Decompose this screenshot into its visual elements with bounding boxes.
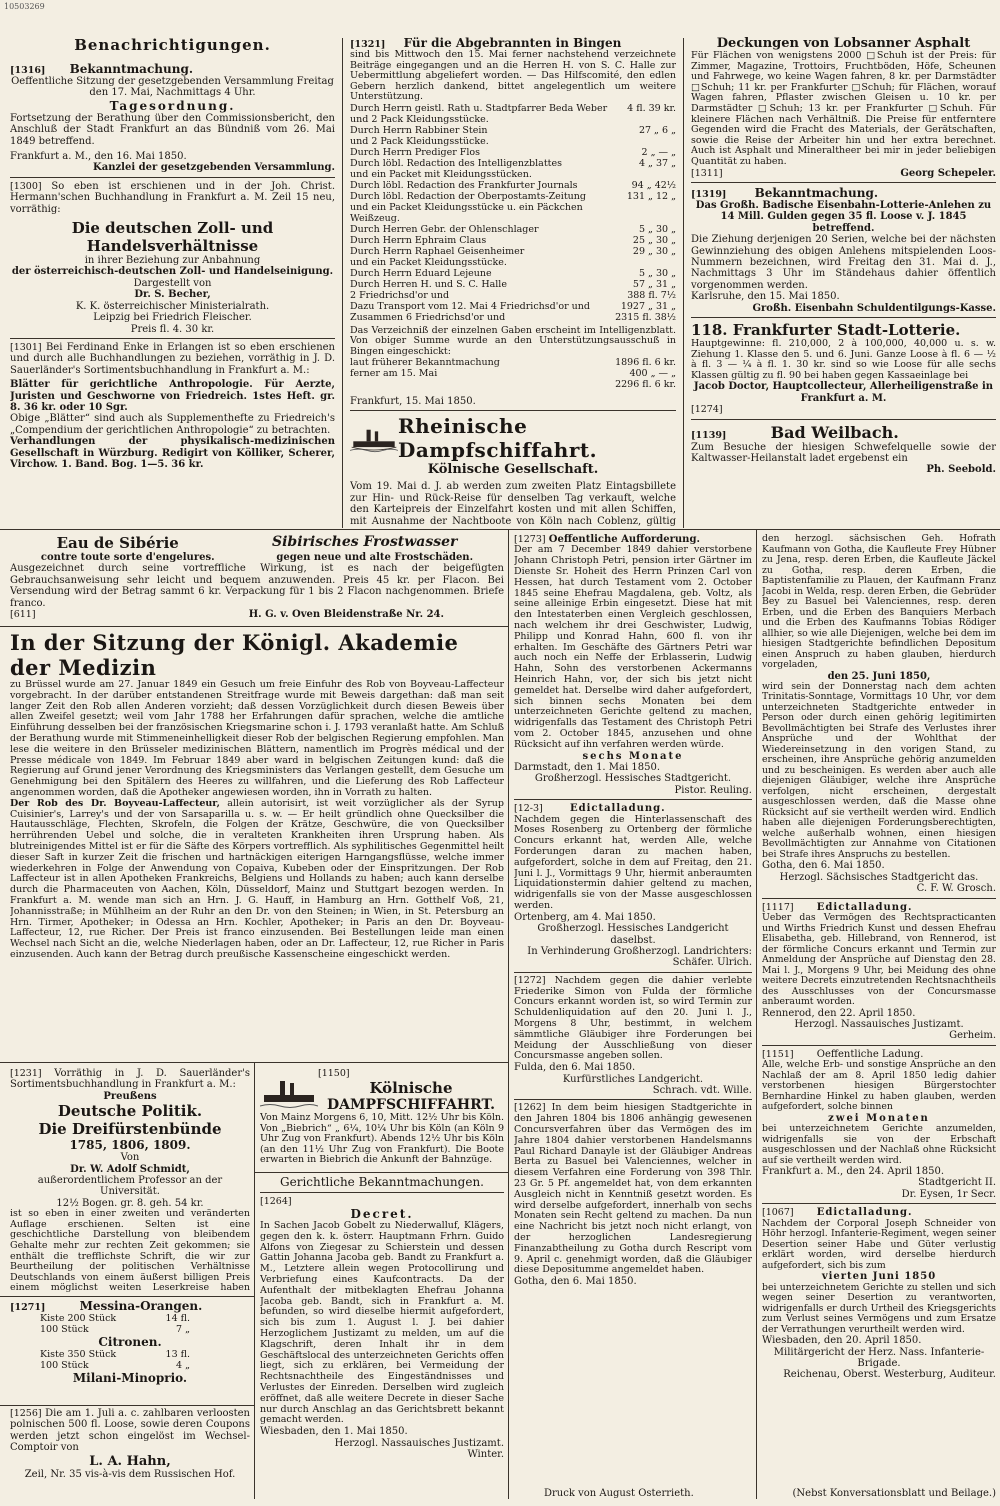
row-label: und ein Packet Kleidungsstücke u. ein Päckchen Weißzeug. [350, 201, 583, 224]
notice-subtitle: Tagesordnung. [109, 98, 236, 113]
row-value: 2315 fl. 38½ [615, 311, 676, 323]
row-label: und ein Packet Kleidungsstücke. [350, 256, 507, 268]
notice-date: Rennerod, den 22. April 1850. [762, 1007, 916, 1019]
notice-date: Ortenberg, am 4. Mai 1850. [514, 911, 656, 923]
notice-body: Nachdem gegen die Hinterlassenschaft des Moses Rosenberg zu Ortenberg der förmliche Concurs erkannt hat, werden Alle, welche Forderungen daran zu machen haben, aufgefordert, solche in dem auf Freitag, den 21. Juni l. J., Vormittags 9 Uhr, hiermit anberaumten Liquidationstermin dahier geltend zu machen, widrigenfalls sie von der Masse ausgeschlossen werden. [514, 813, 752, 911]
column-rule [508, 529, 509, 1499]
notice-title: Oeffentliche Aufforderung. [548, 534, 700, 545]
notice-signature: Militärgericht der Herz. Nass. Infanterie-Brigade. [773, 1346, 985, 1369]
steamship-icon [260, 1073, 318, 1109]
row-label: und 2 Pack Kleidungsstücke. [350, 135, 489, 147]
divider [10, 338, 335, 339]
row-label: Durch Herrn Eduard Lejeune [350, 267, 492, 279]
price-row [40, 1324, 190, 1335]
book-line: Von [120, 1152, 140, 1164]
ad-subtitle: contre toute sorte d'engelures. [40, 552, 215, 563]
price-row [40, 1313, 190, 1324]
notice-1253 [514, 803, 752, 969]
notice-names: Dr. Eysen, 1r Secr. [901, 1188, 996, 1200]
ad-body: Ausgezeichnet durch seine vortreffliche Wirkung, ist es nach der beigefügten Gebrauchsanweisung sehr leicht und bequem anzuwenden. Preis 45 kr. per Flacon. Bei Versendung wird der Betrag sammt 6 kr. Verpackung für 1 bis 2 Flacon nachgenommen. Briefe franco. [10, 563, 504, 609]
book-author: Dr. W. Adolf Schmidt, [70, 1163, 190, 1175]
notice-body-2: bei unterzeichnetem Gerichte zu stellen und sich wegen seiner Desertion zu verantworten, widrigenfalls er durch Urtheil des Kriegsgerichts zum Verlust seines Vermögens und zum Ersatze der Verrathungen verurtheilt werden wird. [762, 1281, 996, 1335]
notice-number: [1231] [10, 1068, 42, 1079]
notice-note: Das Verzeichniß der einzelnen Gaben erscheint im Intelligenzblatt. Von obiger Summe wurde an den Unterstützungsausschuß in Bingen eingeschickt: [350, 324, 676, 357]
row-label: und ein Packet mit Kleidungsstücken. [350, 168, 532, 180]
book-years: 1785, 1806, 1809. [69, 1138, 191, 1153]
notice-period: sechs Monate [582, 750, 684, 762]
row-value: 2 „ — „ [641, 146, 676, 158]
price-row [40, 1360, 190, 1371]
donation-row [350, 312, 676, 323]
donation-row [350, 114, 676, 125]
column-rule [756, 529, 757, 1499]
divider [762, 898, 996, 899]
row-value: 388 fl. 7½ [627, 289, 676, 301]
notice-1301 [10, 342, 335, 470]
notice-signature: Großherzogl. Hessisches Stadtgericht. [534, 773, 732, 785]
divider [691, 317, 996, 318]
row-value: 14 fl. [165, 1313, 190, 1324]
row-label: Durch Herrn Ephraim Claus [350, 234, 487, 246]
donation-row [350, 301, 676, 312]
notice-number: [1151] [762, 1048, 794, 1060]
ad-body: Zum Besuche der hiesigen Schwefelquelle sowie der Kaltwasser-Heilanstalt ladet ergebenst ein [691, 441, 996, 464]
row-value: 94 „ 42½ [631, 179, 676, 191]
notice-signature: Großh. Eisenbahn Schuldentilgungs-Kasse. [752, 302, 996, 314]
row-label: Durch Herren H. und S. C. Halle [350, 278, 507, 290]
notice-signature: Großherzogl. Hessisches Landgericht daselbst. [537, 923, 729, 946]
notice-body: Fortsetzung der Berathung über den Commissionsbericht, den Anschluß der Stadt Frankfurt an das Bündniß vom 26. Mai 1849 betreffend. [10, 112, 335, 147]
notice-body-2: bei unterzeichnetem Gerichte anzumelden, widrigenfalls sie von der Erbschaft ausgeschlossen und der Nachlaß ohne Rücksicht auf sie vertheilt werden wird. [762, 1123, 996, 1166]
notice-signature: Kurfürstliches Landgericht. [562, 1073, 704, 1085]
corner-id: 10503269 [4, 2, 45, 11]
row-label: Zusammen 6 Friedrichsd'or und [350, 311, 506, 323]
row-value: 4 fl. 39 kr. [627, 102, 676, 114]
book-entry: Blätter für gerichtliche Anthropologie. Für Aerzte, Juristen und Geschworne von Friedreich. 1stes Heft. gr. 8. 36 kr. oder 10 Sgr. [10, 379, 335, 413]
book-line: K. K. österreichischer Ministerialrath. [75, 300, 270, 312]
donation-row [350, 290, 676, 301]
row-value: 57 „ 31 „ [632, 278, 676, 290]
notice-title: Für die Abgebrannten in Bingen [403, 36, 622, 50]
court-notices [260, 1175, 504, 1497]
notice-date: Darmstadt, den 1. Mai 1850. [514, 761, 660, 773]
column-rule [683, 38, 684, 528]
ad-signature: L. A. Hahn, [89, 1453, 171, 1469]
notice-1262 [514, 1103, 752, 1287]
book-publisher: Leipzig bei Friedrich Fleischer. [93, 312, 252, 324]
book-price: 12½ Bogen. gr. 8. geh. 54 kr. [56, 1197, 204, 1209]
donation-row [350, 224, 676, 235]
notice-number: [1273] [514, 534, 546, 545]
divider [10, 177, 335, 178]
notice-names: Schrach. vdt. Wille. [652, 1084, 752, 1096]
divider [350, 410, 676, 411]
notice-name: Winter. [467, 1448, 504, 1460]
preussens-ad [10, 1068, 250, 1292]
notice-title: Bekanntmachung. [69, 62, 194, 76]
notice-title: Decret. [350, 1207, 414, 1221]
horizontal-rule [254, 1172, 508, 1173]
ad-title: Messina-Orangen. [79, 1299, 203, 1313]
notice-body: So eben ist erschienen und in der Joh. Christ. Hermann'schen Buchhandlung in Frankfurt a. M. Zeil 15 neu, vorräthig: [10, 180, 335, 215]
row-label: laut früherer Bekanntmachung [350, 357, 500, 368]
notice-number: [1316] [10, 65, 46, 76]
section-header: Benachrichtigungen. [74, 36, 271, 54]
row-value [615, 114, 676, 125]
notice-1067 [762, 1207, 996, 1380]
notice-number: [12-3] [514, 803, 543, 815]
notice-1316 [10, 62, 335, 174]
divider [762, 1203, 996, 1204]
notice-body-2: wird sein der Donnerstag nach dem achten Trinitatis-Sonntage, Vormittags 10 Uhr, vor dem unterzeichneten Stadtgerichte entweder in Person oder durch einen gehörig legitimirten Bevollmächtigten bei Strafe des Verlustes ihrer Ansprüche und der Wohlthat der Wiedereinsetzung in den vorigen Stand, zu erscheinen, ihre Ansprüche gehörig anzumelden und zu bescheinigen. Es werden aber auch alle diejenigen Gläubiger, welche ihre Ansprüche verfolgen, nicht erscheinen, dergestalt ausgeschlossen werden, daß die Masse ohne Rücksicht auf sie vertheilt werden wird. Endlich haben alle diejenigen Forderungsberechtigten, welche außerhalb wohnen, einen hiesigen Bevollmächtigten zur Annahme von Citationen bei Strafe ihres Anspruchs zu bestellen. [762, 680, 996, 860]
notice-1321 [350, 36, 676, 407]
book-author: Dr. S. Becher, [134, 289, 211, 301]
row-label: Dazu Transport vom 12. Mai 4 Friedrichsd'or und [350, 300, 590, 312]
row-label: 100 Stück [40, 1324, 89, 1335]
notice-1319 [691, 186, 996, 314]
ad-body: Hauptgewinne: fl. 210,000, 2 à 100,000, 40,000 u. s. w. Ziehung 1. Klasse den 5. und 6. Juni. Ganze Loose à fl. 6 — ½ à fl. 3 — ¼ à fl. 1. 30 kr. sind so wie Loose für alle sechs Klassen gültig zu fl. 90 bei haben gegen Kassaeinlage bei [691, 338, 996, 381]
notice-body: In dem beim hiesigen Stadtgerichte in den Jahren 1804 bis 1806 anhängig gewesenen Concursverfahren über das Vermögen des im Jahre 1804 dahier verstorbenen Handelsmanns Paul Richard Danayle ist der Gläubiger Andreas Berta zu Basuel bei Valenciennes, welcher in diesem Verfahren eine Forderung von 398 Thlr. 23 Gr. 5 Pf. angemeldet hat, von dem erkannten Ausgleich nicht in Kenntniß gesetzt worden. Es wird derselbe aufgefordert, innerhalb von sechs Monaten sein Recht geltend zu machen. Da nun eine Nachricht bis jetzt noch nicht erlangt, von der herzoglichen Landesregierung Finanzabtheilung zu Gotha durch Rescript vom 9. April c. genehmigt worden, daß die Gläubiger diese Depositumme angemeldet haben. [514, 1102, 752, 1276]
donation-table [350, 103, 676, 323]
notice-number: [1300] [10, 180, 42, 192]
notice-title: Edictalladung. [816, 901, 913, 913]
ad-title: Deckungen von Lobsanner Asphalt [716, 36, 971, 51]
column-rule [342, 38, 343, 528]
donation-row [350, 147, 676, 158]
notice-date: Wiesbaden, den 20. April 1850. [762, 1335, 922, 1347]
section-header: Gerichtliche Bekanntmachungen. [280, 1175, 484, 1189]
divider [514, 1099, 752, 1100]
price-table [40, 1313, 190, 1335]
ad-body: zu Brüssel wurde am 27. Januar 1849 ein Gesuch um freie Einfuhr des Rob von Boyveau-Laffecteur vorgebracht. In der darüber entstandenen Streitfrage wurde mit Beweis dargethan: daß man seit langer Zeit den Rob allen Anderen vorzieht; daß dessen Vorzüglichkeit durch diesen Beweis über allen Zweifel gesetzt; weil vom Jahr 1788 her Erfahrungen dafür sprachen, welche die amtliche Einführung desselben bei der französischen Kriegsmarine schon i. J. 1793 veranlaßt hatte. Am Schluß der Berathung wurde mit Stimmeneinhelligkeit dieser Rob der belgischen Regierung empfohlen. Man lese die weitere in den Brüsseler medizinischen Blättern, namentlich im Progrès médical und der Presse médicale von 1849. Im Februar 1849 aber ward in belgischen Zeitungen kund: daß die Regierung auf Grund jener Verordnung des Kriegsministers das Verlangen gestellt, dem Gesuche um Genehmigung bei den Spitälern des Heeres zu willfahren, und die Lieferung des Rob Laffecteur angenommen worden, daß die Apotheker angewiesen worden, ihn in Vorrath zu halten. [10, 679, 504, 798]
ad-signature: Jacob Doctor, Hauptcollecteur, Allerheiligenstraße in Frankfurt a. M. [693, 381, 994, 404]
row-label: Durch Herrn Raphael Geisenheimer [350, 245, 525, 257]
divider [691, 419, 996, 420]
notice-gotha [762, 534, 996, 895]
weilbach-ad [691, 423, 996, 476]
row-label [350, 379, 582, 390]
notice-1117 [762, 902, 996, 1042]
divider [260, 1192, 504, 1193]
ad-intro: Vorräthig in J. D. Sauerländer's Sortimentsbuchhandlung in Frankfurt a. M.: [10, 1068, 250, 1091]
donation-row [350, 169, 676, 180]
ad-signature: H. G. v. Oven Bleidenstraße Nr. 24. [248, 609, 444, 621]
row-value [615, 169, 676, 180]
row-label: und 2 Pack Kleidungsstücke. [350, 113, 489, 125]
notice-number: [1256] [10, 1408, 42, 1419]
notice-period: den 25. Juni 1850, [827, 670, 931, 682]
notice-number: [1271] [10, 1302, 46, 1313]
notice-number: [1264] [260, 1196, 292, 1207]
row-value [615, 136, 676, 147]
notice-period: vierten Juni 1850 [821, 1271, 937, 1283]
ad-signature: Ph. Seebold. [926, 464, 996, 476]
donation-row [350, 125, 676, 136]
notice-signature: Stadtgericht II. [918, 1177, 996, 1189]
donation-total-row [350, 357, 676, 368]
notice-number: [1272] [514, 974, 546, 986]
notice-date: Fulda, den 6. Mai 1850. [514, 1062, 636, 1074]
column-a [10, 36, 335, 526]
notice-date: Gotha, den 6. Mai 1850. [762, 860, 885, 872]
row-value: 27 „ 6 „ [638, 124, 676, 136]
donation-row [350, 103, 676, 114]
notice-signature: Herzogl. Nassauisches Justizamt. [334, 1437, 504, 1449]
book-line: in ihrer Beziehung zur Anbahnung [84, 255, 261, 267]
notice-date: Gotha, den 6. Mai 1850. [514, 1276, 637, 1288]
row-value: 4 „ [176, 1360, 190, 1371]
row-value: 25 „ 30 „ [632, 234, 676, 246]
book-entry: Verhandlungen der physikalisch-medizinischen Gesellschaft in Würzburg. Redigirt von Kölliker, Scherer, Virchow. 1. Band. Bog. 1—5. 36 kr. [10, 436, 335, 470]
column-b [350, 36, 676, 526]
notice-body: Der am 7 December 1849 dahier verstorbene Johann Christoph Petri, pension irter Gärtner im Dienste Sr. Hoheit des Herrn Prinzen Carl von Hessen, hat durch Testament vom 2. October 1845 seine Ehefrau Magdalena, geb. Voltz, als seine alleinige Erbin eingesetzt. Diese hat mit den Intestaterben einen Vergleich geschlossen, nach welchem ihr drei Geschwister, Ludwig, Philipp und Konrad Hahn, 600 fl. von ihr erhalten. Im Geschäfte des Gärtners Petri war auch noch ein Neffe der Erblasserin, Ludwig Hahn, Sohn des verstorbenen Ackermanns Heinrich Hahn, vor, der sich bis jetzt nicht gemeldet hat. Derselbe wird daher aufgefordert, sich binnen sechs Monaten bei dem unterzeichneten Gerichte geltend zu machen, widrigenfalls das Testament des Christoph Petri vom 2. October 1845, anzusehen und ohne Rücksicht auf ihn verfahren werden würde. [514, 544, 752, 750]
ad-title: Eau de Sibérie [56, 534, 179, 552]
notice-1273 [514, 534, 752, 796]
page-footer [514, 1484, 996, 1504]
row-label: Durch Herren Gebr. der Ohlenschlager [350, 223, 539, 235]
donation-row [350, 246, 676, 257]
ad-subtitle-german: gegen neue und alte Frostschäden. [276, 552, 474, 563]
notice-number: [1321] [350, 39, 386, 50]
notice-body: Nachdem der Corporal Joseph Schneider von Höhr herzogl. Infanterie-Regiment, wegen seiner Desertion seiner Habe und Güter verlustig erklärt worden, wird derselbe hierdurch aufgefordert, sich bis zum [762, 1217, 996, 1271]
ad-title: In der Sitzung der Königl. Akademie der Medizin [10, 630, 459, 680]
notice-date: Karlsruhe, den 15. Mai 1850. [691, 291, 840, 303]
notice-names: Pistor. Reuling. [674, 784, 752, 796]
notice-number: [1150] [318, 1068, 350, 1079]
notice-title: Rheinische Dampfschiffahrt. [398, 414, 598, 463]
notice-body: Ueber das Vermögen des Rechtspracticanten und Wirths Friedrich Kunst und dessen Ehefrau Elisabetha, geb. Hillebrand, von Rennerod, ist der förmliche Concurs erkannt und Termin zur Anmeldung der Ansprüche auf Dienstag den 28. Mai l. J., Morgens 9 Uhr, bei Meidung des ohne weitere Decrets einzutretenden Rechtsnachtheils des Ausschlusses von der Concursmasse anberaumt worden. [762, 912, 996, 1008]
steamship-icon [350, 420, 398, 456]
ad-subtitle: Citronen. [98, 1335, 162, 1349]
lotterie-ad [691, 321, 996, 416]
row-value: 5 „ 30 „ [638, 223, 676, 235]
akademie-ad [10, 630, 504, 1058]
row-value: 131 „ 12 „ [626, 190, 676, 202]
book-line: der österreichisch-deutschen Zoll- und Handelseinigung. [11, 266, 334, 278]
divider [514, 972, 752, 973]
asphalt-ad [691, 36, 996, 179]
notice-title: Bekanntmachung. [754, 185, 879, 200]
donation-total-row [350, 368, 676, 379]
row-value: 13 fl. [165, 1349, 190, 1360]
notice-body: Bei Ferdinand Enke in Erlangen ist so eben erschienen und durch alle Buchhandlungen zu beziehen, vorräthig in J. D. Sauerländer's Sortimentsbuchhandlung in Frankfurt a. M.: [10, 341, 335, 376]
notice-body: In Sachen Jacob Gobelt zu Niederwalluf, Klägers, gegen den k. k. österr. Hauptmann Frhrn. Guido Alfons von Ziegesar zu Schierstein und dessen Gattin Johanna Jacoba geb. Bandt zu Frankfurt a. M., Letztere allein wegen Protocollirung und Verbriefung eines Kaufcontracts. Da der Aufenthalt der mitbeklagten Ehefrau Johanna Jacoba geb. Bandt, sich in Frankfurt a. M. befunden, so wird dieselbe hiermit aufgefordert, sich bis zum 1. August l. J. bei dahier Herzoglichem Justizamt zu melden, um auf die Klagschrift, deren Inhalt ihr in dem Geschäftslocal des unterzeichneten Gerichts offen liegt, sich zu erklären, bei Vermeidung der Rechtsnachtheile des Eingeständnisses und Verlustes der Einreden. Derselben wird zugleich eröffnet, daß alle weitere Decrete in dieser Sache nur durch Anschlag an das Gerichtsbrett bekannt gemacht werden. [260, 1220, 504, 1426]
notice-number: [611] [10, 609, 36, 621]
column-c [691, 36, 996, 526]
donation-row [350, 191, 676, 202]
notice-names: Reichenau, Oberst. Westerburg, Auditeur. [783, 1369, 996, 1381]
divider [514, 799, 752, 800]
ad-title: Bad Weilbach. [770, 422, 899, 442]
donation-total-table [350, 357, 676, 390]
notice-1320 [350, 414, 676, 526]
ad-title-german: Sibirisches Frostwasser [272, 534, 458, 550]
donation-row [350, 235, 676, 246]
notice-title: Oeffentliche Ladung. [816, 1048, 924, 1060]
printer-line: Druck von August Osterrieth. [544, 1488, 694, 1500]
row-value: 2296 fl. 6 kr. [615, 379, 676, 390]
ad-body: Die am 1. Juli a. c. zahlbaren verloosten polnischen 500 fl. Loose, sowie deren Coupons werden jetzt schon eingelöst im Wechsel-Comptoir von [10, 1408, 250, 1454]
polish-loans-ad [10, 1408, 250, 1498]
notice-body: Vom 19. Mai d. J. ab werden zum zweiten Platz Eintagsbillete zur Hin- und Rück-Reise für denselben Tag verkauft, welche den Karteipreis der Einzelfahrt kosten und mit allen Schiffen, mit Ausnahme der Nachtboote von Köln nach Coblenz, gültig [350, 481, 676, 526]
ad-title-2: DAMPFSCHIFFAHRT. [326, 1097, 496, 1113]
row-value: 400 „ — „ [629, 368, 676, 379]
row-value [615, 202, 676, 224]
donation-total-row [350, 379, 676, 390]
price-row [40, 1349, 190, 1360]
donation-row [350, 136, 676, 147]
row-value: 5 „ 30 „ [638, 267, 676, 279]
book-title: Die Dreifürstenbünde [38, 1120, 222, 1139]
book-title: Deutsche Politik. [57, 1102, 203, 1121]
notice-names: Gerheim. [949, 1030, 996, 1042]
divider [691, 182, 996, 183]
notice-1151 [762, 1049, 996, 1201]
row-value [615, 257, 676, 268]
notice-date: Wiesbaden, den 1. Mai 1850. [260, 1426, 408, 1438]
price-table [40, 1349, 190, 1371]
notice-subtitle: Kölnische Gesellschaft. [427, 462, 599, 478]
notice-number: [1067] [762, 1207, 794, 1219]
horizontal-rule [0, 1405, 254, 1406]
row-label: Durch Herrn geistl. Rath u. Stadtpfarrer Beda Weber [350, 102, 608, 114]
notice-date: Frankfurt a. M., den 24. April 1850. [762, 1166, 945, 1178]
row-label: Kiste 350 Stück [40, 1349, 117, 1360]
ad-signature: Milani-Minoprio. [72, 1371, 188, 1385]
row-label: Kiste 200 Stück [40, 1313, 117, 1324]
notice-subtitle: Das Großh. Badische Eisenbahn-Lotterie-Anlehen zu 14 Mill. Gulden gegen 35 fl. Loose v. J. 1845 betreffend. [695, 199, 992, 234]
ad-body: ist so eben in einer zweiten und veränderten Auflage erschienen. Selten ist eine geschichtliche Darstellung von bleibendem Gehalte mehr zur rechten Zeit gekommen; sie enthält die trefflichste Schrift, die wir zur Beurtheilung der politischen Verhältnisse Deutschlands von einem äußerst billigen Preis einem möglichst weiten Leserkreise haben [10, 1208, 250, 1292]
notice-body: Nachdem gegen die dahier verlebte Friederike Simon von Fulda der förmliche Concurs erkannt worden ist, so wird Termin zur Schuldenliquidation auf den 20. Juni l. J., Morgens 8 Uhr, bestimmt, in welchem sämmtliche Gläubiger ihre Forderungen bei Meidung der Ausschließung von dieser Concursmasse angeben sollen. [514, 974, 752, 1062]
notice-number: [1117] [762, 901, 794, 913]
row-value: 1896 fl. 6 kr. [615, 357, 676, 368]
notice-title: Edictalladung. [569, 803, 666, 815]
book-price: Preis fl. 4. 30 kr. [130, 323, 215, 335]
book-line: Dargestellt von [133, 277, 212, 289]
koelnische-ad [260, 1068, 504, 1170]
notice-number: [1274] [691, 404, 723, 416]
notice-title: Edictalladung. [816, 1207, 913, 1219]
ad-title: 118. Frankfurter Stadt-Lotterie. [691, 321, 961, 339]
row-value: 4 „ 37 „ [638, 157, 676, 169]
notice-line: Oeffentliche Sitzung der gesetzgebenden Versammlung Freitag den 17. Mai, Nachmittags 4 Uhr. [11, 76, 334, 99]
column-g [762, 534, 996, 1494]
notice-1300 [10, 181, 335, 335]
messina-ad [10, 1299, 250, 1405]
notice-names: In Verhinderung Großherzogl. Landrichters: Schäfer. Ulrich. [527, 945, 752, 969]
book-title: Die deutschen Zoll- und Handelsverhältnisse [71, 219, 274, 256]
notice-date: Frankfurt a. M., den 16. Mai 1850. [10, 151, 187, 163]
book-note: Obige „Blätter“ sind auch als Supplementhefte zu Friedreich's „Compendium der gerichtlichen Anthropologie“ zu betrachten. [10, 413, 335, 436]
ad-address: Zeil, Nr. 35 vis-à-vis dem Russischen Hof. [24, 1468, 236, 1480]
donation-row [350, 257, 676, 268]
row-label: Durch Herrn Prediger Flos [350, 146, 481, 158]
notice-number: [1301] [10, 341, 42, 353]
row-value: 7 „ [176, 1324, 190, 1335]
notice-number: [1319] [691, 188, 727, 200]
notice-body: den herzogl. sächsischen Geh. Hofrath Kaufmann von Gotha, die Kaufleute Frey Hübner zu Jena, resp. deren Erben, die Kaufleute Jäckel zu Gotha, resp. deren Erben, die Baptistenfamilie zu Plauen, der Kaufmann Franz Jacobi in Welda, resp. deren Erben, die Gebrüder Bey zu Basuel bei Valenciennes, resp. deren Erben, und die Erben des Banquiers Merbach und die Erben des Kaufmanns Tobias Rödiger allhier, so wie alle Diejenigen, welche bei dem im hiesigen Stadtgerichte befindlichen Depositum einen Anspruch zu haben glauben, hierdurch vorgeladen, [762, 534, 996, 670]
donation-row [350, 268, 676, 279]
notice-period: zwei Monaten [828, 1112, 930, 1124]
supplement-line: (Nebst Konversationsblatt und Beilage.) [792, 1488, 996, 1500]
ad-signature: Georg Schepeler. [900, 167, 996, 179]
row-label: Durch löbl. Redaction des Intelligenzblattes [350, 157, 562, 169]
ad-body: Für Flächen von wenigstens 2000 □Schuh ist der Preis: für Zimmer, Magazine, Trottoirs, Fruchtböden, Höfe, Scheunen und Fahrwege, wo keine Wagen fahren, 8 kr. per Darmstädter □Schuh; 11 kr. per Frankfurter □Schuh; für Flächen, worauf Wagen fahren, Pflaster zwischen Gleisen u. 10 kr. per Darmstädter □Schuh; 13 kr. per Frankfurter □Schuh. Für kleinere Flächen nach Verhältniß. Die Preise für entferntere Gegenden wird die Fracht des Materials, der Gerätschaften, sowie die Reise der Arbeiter hin und her extra berechnet. Auch ist Asphalt und Mineraltheer bei mir in jeder beliebigen Quantität zu haben. [691, 50, 996, 167]
ad-title: Kölnische [369, 1079, 453, 1097]
ad-body: Von Mainz Morgens 6, 10, Mitt. 12½ Uhr bis Köln. Von „Biebrich“ „ 6¼, 10¼ Uhr bis Köln (an Köln 9 Uhr Zug von Frankfurt). Abends 12½ Uhr bis Köln (an den 11½ Uhr Zug von Frankfurt). Die Boote erwarten in Biebrich die Ankunft der Bahnzüge. [260, 1112, 504, 1166]
notice-names: C. F. W. Grosch. [916, 883, 996, 895]
book-line: Preußens [103, 1090, 157, 1102]
notice-signature: Herzogl. Sächsisches Stadtgericht das. [779, 871, 979, 883]
notice-number: [1262] [514, 1102, 546, 1114]
donation-row [350, 180, 676, 191]
horizontal-rule [0, 529, 1000, 530]
donation-row [350, 158, 676, 169]
ad-subtitle: Der Rob des Dr. Boyveau-Laffecteur, [10, 797, 220, 809]
notice-intro: sind bis Mittwoch den 15. Mai ferner nachstehend verzeichnete Beiträge eingegangen und an die Herren H. von S. C. Halle zur Uebermittlung abgeliefert worden. — Das Hilfscomité, den edlen Gebern herzlich dankend, bittet angelegentlich um weitere Unterstützung. [350, 49, 676, 102]
row-label: 2 Friedrichsd'or und [350, 289, 450, 301]
row-label: ferner am 15. Mai [350, 368, 438, 379]
ad-body-2: allein autorisirt, ist weit vorzüglicher als der Syrup Cuisinier's, Larrey's und der von Sarsaparilla u. s. w. — Er heilt gründlich ohne Quecksilber die Hautausschläge, Flechten, Skrofeln, die Folgen der Krätze, Geschwüre, die von Quecksilber herrührenden Uebel und solche, die in veralteten Krankheiten ihren Ursprung haben. Als blutreinigendes Mittel ist er für die Säfte des Körpers vortrefflich. Als syphilitisches Gegenmittel heilt dieser Saft in kurzer Zeit die frischen und hartnäckigen eiterigen Harngangsflüsse, welche immer wiederkehren in Folge der Anwendung von Copaiva, Kubeben oder der Einspritzungen. Der Rob Laffecteur ist in allen Apotheken Frankreichs, Belgiens und Hollands zu haben; auch kann derselbe durch die Pharmaceuten von Aachen, Köln, Düsseldorf, Mainz und Stuttgart bezogen werden. In Frankfurt a. M. wende man sich an Hrn. J. G. Hauff, in Hamburg an Hrn. Gotthelf Voß, 21, Johannisstraße; in Mühlheim an der Ruhr an den Dr. von den Steinen; in Wien, in St. Petersburg an Hrn. Tirmer, Apotheker; in Odessa an Hrn. Kochler, Apotheker; in Paris an den Dr. Boyveau-Laffecteur, 12, rue Richer. Der Preis ist franco einzusenden. Bei Bestellungen leide man einen Wechsel nach Sicht an die, welche Niederlagen haben, oder an Dr. Laffecteur, 12, rue Richer in Paris einzusenden. Auch kann der Betrag durch preußische Kassenscheine eingeschickt werden. [10, 797, 504, 960]
notice-body: Alle, welche Erb- und sonstige Ansprüche an den Nachlaß der am 8. April 1850 ledig dahier verstorbenen hiesigen Bürgerstochter Bernhardine Hinkel zu haben glauben, werden aufgefordert, solche binnen [762, 1059, 996, 1113]
notice-number: [1139] [691, 429, 727, 441]
notice-number: [1311] [691, 167, 723, 179]
divider [762, 1045, 996, 1046]
row-label: Durch Herrn Rabbiner Stein [350, 124, 488, 136]
notice-body: Die Ziehung derjenigen 20 Serien, welche bei der nächsten Gewinnziehung des obigen Anlehens mitspielenden Loos-Nummern bezeichnen, wird Freitag den 31. Mai d. J., Nachmittags 3 Uhr im Ständehaus dahier öffentlich vorgenommen werden. [691, 234, 996, 291]
row-value: 29 „ 30 „ [632, 245, 676, 257]
donation-row [350, 279, 676, 290]
book-line: außerordentlichem Professor an der Universität. [37, 1175, 223, 1198]
notice-1272 [514, 976, 752, 1097]
horizontal-rule [0, 626, 508, 627]
column-f [514, 534, 752, 1498]
notice-signature: Herzogl. Nassauisches Justizamt. [794, 1018, 964, 1030]
notice-date: Frankfurt, 15. Mai 1850. [350, 396, 476, 407]
row-label: 100 Stück [40, 1360, 89, 1371]
row-value: 1927 „ 31 „ [620, 300, 676, 312]
notice-signature: Kanzlei der gesetzgebenden Versammlung. [93, 162, 335, 174]
column-rule [254, 1062, 255, 1499]
row-label: Durch löbl. Redaction des Frankfurter Journals [350, 179, 578, 191]
row-label: Durch löbl. Redaction der Oberpostamts-Zeitung [350, 190, 586, 202]
horizontal-rule [0, 1296, 254, 1297]
donation-row [350, 202, 676, 224]
eau-de-siberie-ad [10, 534, 504, 624]
